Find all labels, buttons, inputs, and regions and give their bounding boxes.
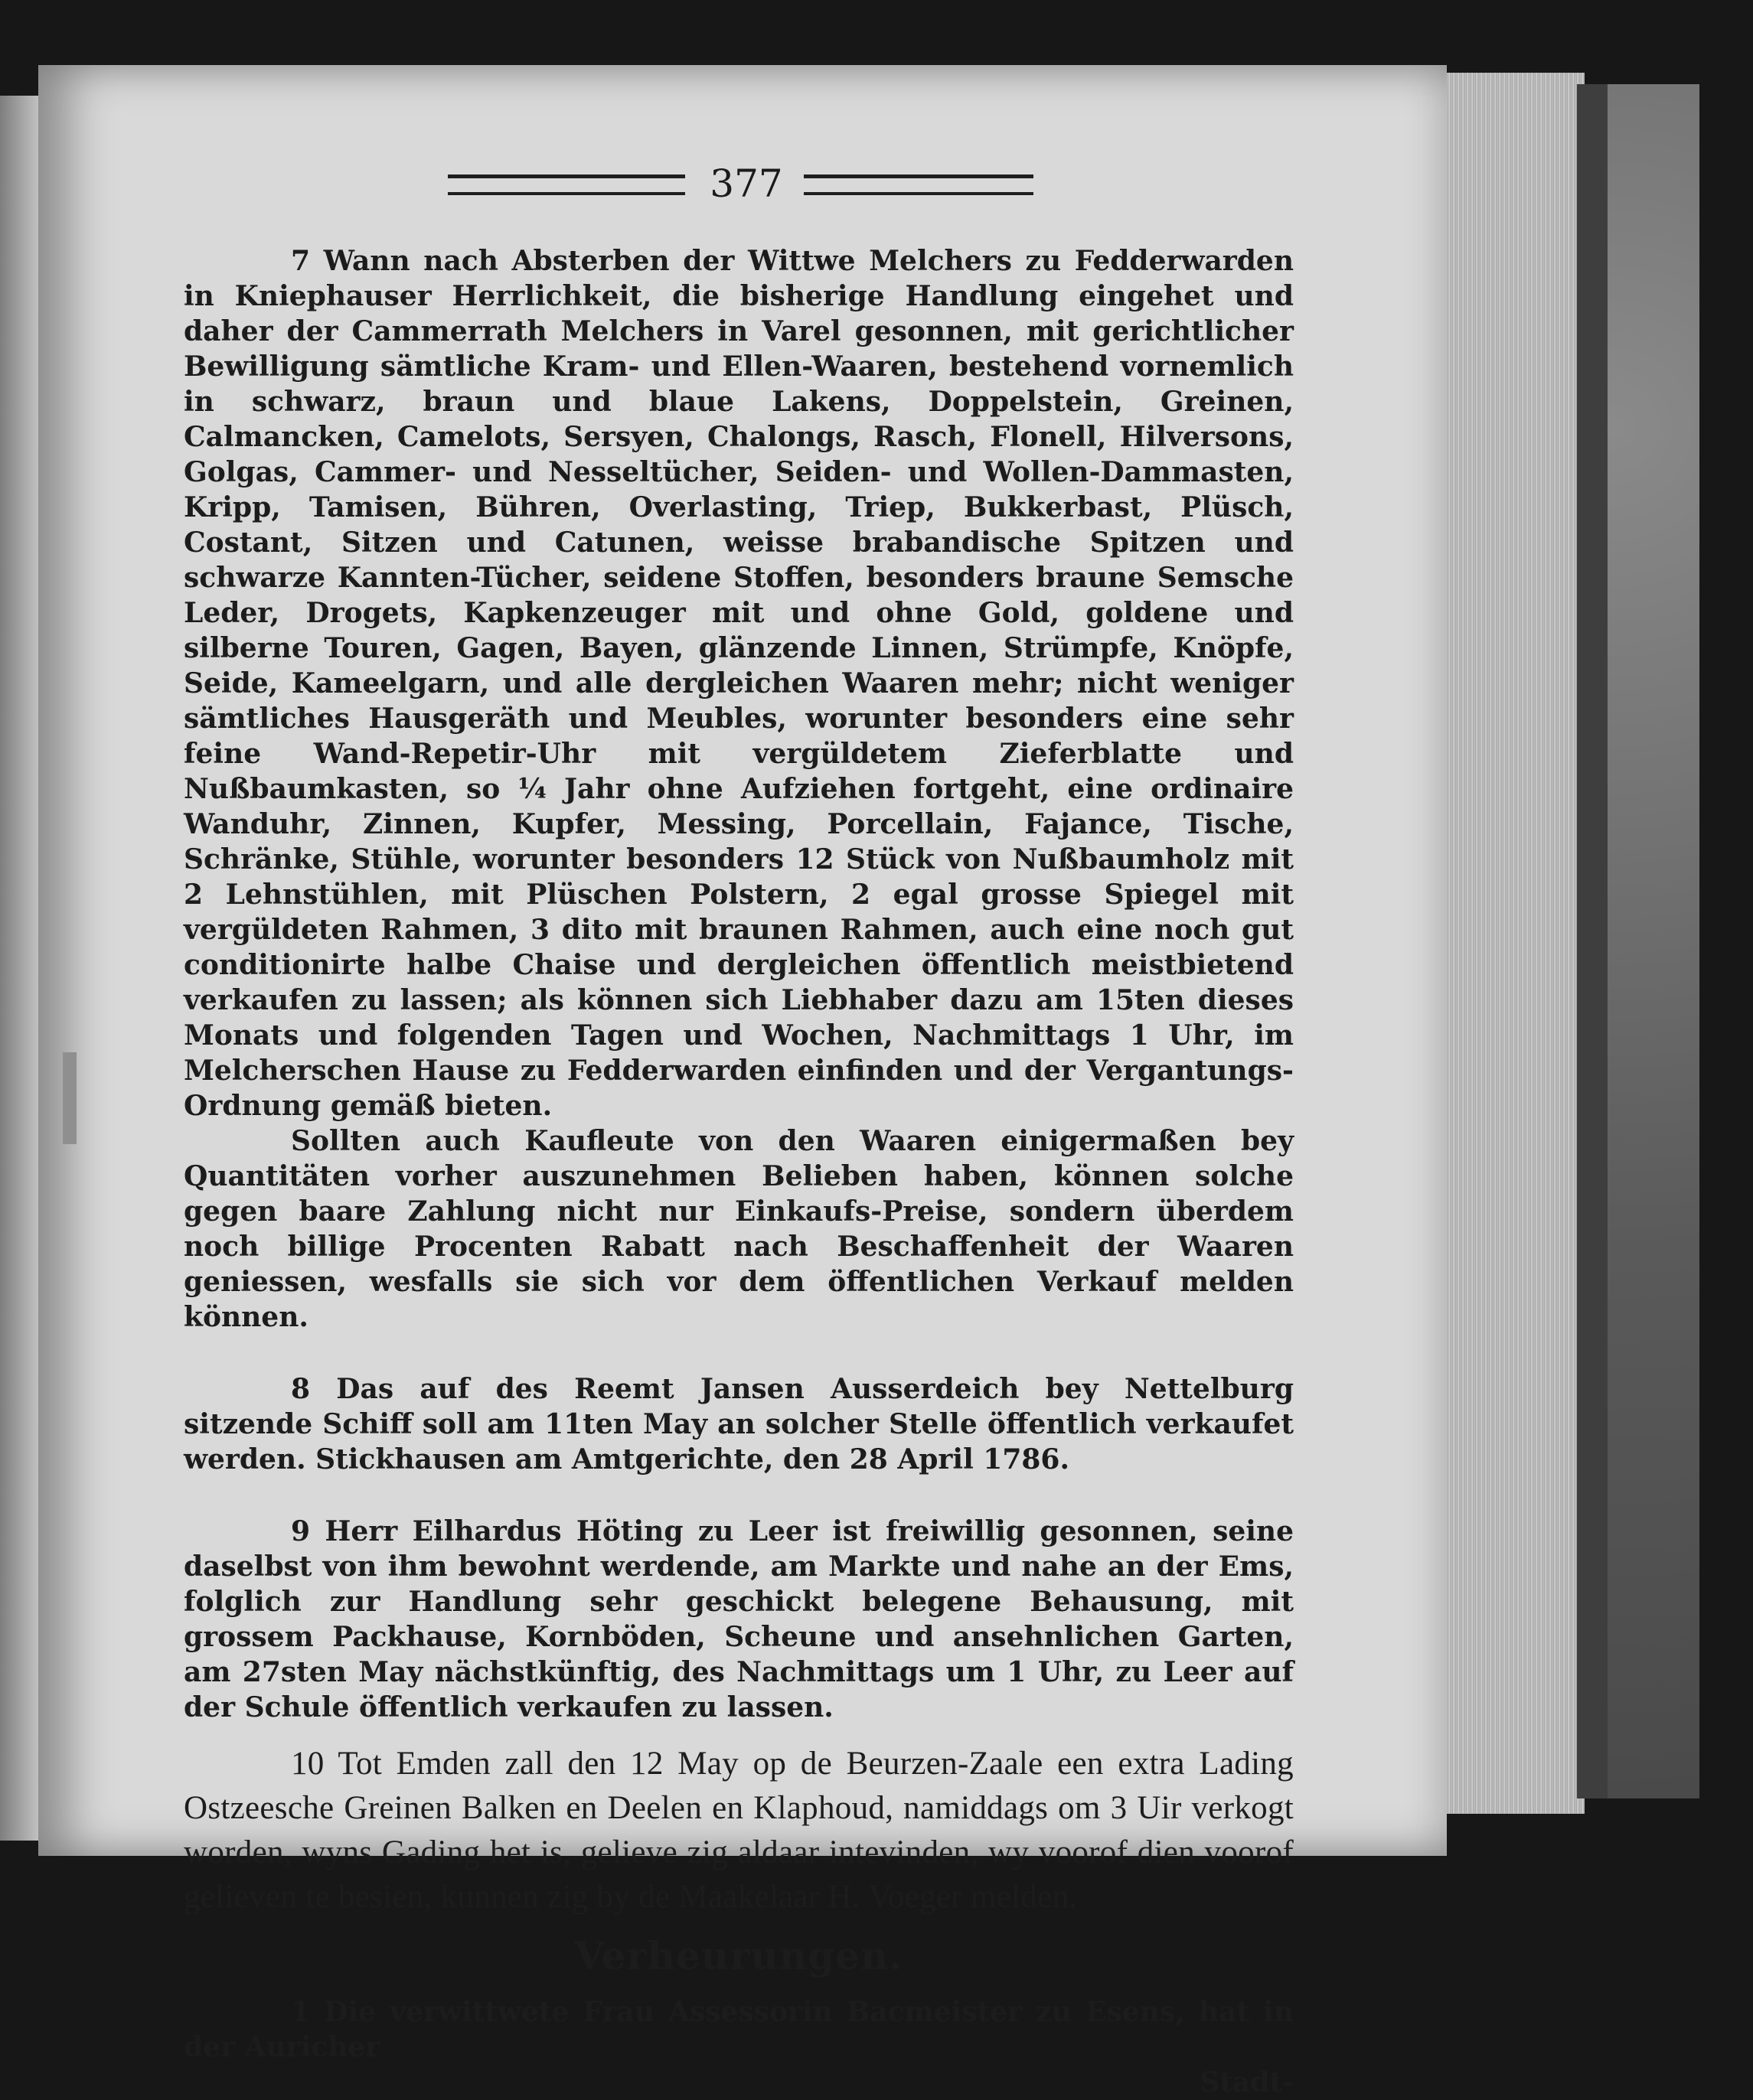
page-body	[184, 243, 1294, 2100]
page-fold-mark	[63, 1052, 77, 1144]
book-cover-inner	[1577, 84, 1608, 1798]
header-rule-right	[804, 174, 1033, 195]
page-header	[448, 161, 1037, 207]
page-number: 377	[710, 161, 783, 206]
catchword: Stadt-	[1200, 2066, 1294, 2098]
entry-8: 8 Das auf des Reemt Jansen Ausserdeich bey Nettelburg sitzende Schiff soll am 11ten May an solcher Stelle öffentlich verkaufet werden. Stickhausen am Amtgerichte, den 28 April 1786.	[184, 1373, 1294, 1476]
entry-10: 10 Tot Emden zall den 12 May op de Beurzen-Zaale een extra Lading Ostzeesche Greinen Balken en Deelen en Klaphoud, namiddags om 3 Uir verkogt worden, wyns Gading het is, gelieve zig aldaar intevinden, wy voorof dien voorof gelieven te besien, kunnen zig by de Maakelaar H. Voeger melden.	[184, 1746, 1294, 1915]
header-rule-left	[448, 174, 685, 195]
entry-9: 9 Herr Eilhardus Höting zu Leer ist freiwillig gesonnen, seine daselbst von ihm bewohnt werdende, am Markte und nahe an der Ems, folglich zur Handlung sehr geschickt belegene Behausung, mit grossem Packhause, Kornböden, Scheune und ansehnlichen Garten, am 27sten May nächstkünftig, des Nachmittags um 1 Uhr, zu Leer auf der Schule öffentlich verkaufen zu lassen.	[184, 1515, 1294, 1723]
section-entry-1: 1 Die verwittwete Frau Assessorin Bacmeister zu Esens, hat in der Auricher	[184, 1996, 1294, 2063]
entry-7-continued: Sollten auch Kaufleute von den Waaren einigermaßen bey Quantitäten vorher auszunehmen Belieben haben, können solche gegen baare Zahlung nicht nur Einkaufs-Preise, sondern überdem noch billige Procenten Rabatt nach Beschaffenheit der Waaren geniessen, wesfalls sie sich vor dem öffentlichen Verkauf melden können.	[184, 1125, 1294, 1333]
book-page-edges	[1443, 73, 1585, 1814]
entry-7: 7 Wann nach Absterben der Wittwe Melchers zu Fedderwarden in Kniephauser Herrlichkeit, die bisherige Handlung eingehet und daher der Cammerrath Melchers in Varel gesonnen, mit gerichtlicher Bewilligung sämtliche Kram- und Ellen-Waaren, bestehend vornemlich in schwarz, braun und blaue Lakens, Doppelstein, Greinen, Calmancken, Camelots, Sersyen, Chalongs, Rasch, Flonell, Hilversons, Golgas, Cammer- und Nesseltücher, Seiden- und Wollen-Dammasten, Kripp, Tamisen, Bühren, Overlasting, Triep, Bukkerbast, Plüsch, Costant, Sitzen und Catunen, weisse brabandische Spitzen und schwarze Kannten-Tücher, seidene Stoffen, besonders braune Semsche Leder, Drogets, Kapkenzeuger mit und ohne Gold, goldene und silberne Touren, Gagen, Bayen, glänzende Linnen, Strümpfe, Knöpfe, Seide, Kameelgarn, und alle dergleichen Waaren mehr; nicht weniger sämtliches Hausgeräth und Meubles, worunter besonders eine sehr feine Wand-Repetir-Uhr mit vergüldetem Zieferblatte und Nußbaumkasten, so ¼ Jahr ohne Aufziehen fortgeht, eine ordinaire Wanduhr, Zinnen, Kupfer, Messing, Porcellain, Fajance, Tische, Schränke, Stühle, worunter besonders 12 Stück von Nußbaumholz mit 2 Lehnstühlen, mit Plüschen Polstern, 2 egal grosse Spiegel mit vergüldeten Rahmen, 3 dito mit braunen Rahmen, auch eine noch gut conditionirte halbe Chaise und dergleichen öffentlich meistbietend verkaufen zu lassen; als können sich Liebhaber dazu am 15ten dieses Monats und folgenden Tagen und Wochen, Nachmittags 1 Uhr, im Melcherschen Hause zu Fedderwarden einfinden und der Vergantungs-Ordnung gemäß bieten.	[184, 245, 1294, 1122]
section-heading: Verheurungen.	[574, 1933, 903, 1978]
